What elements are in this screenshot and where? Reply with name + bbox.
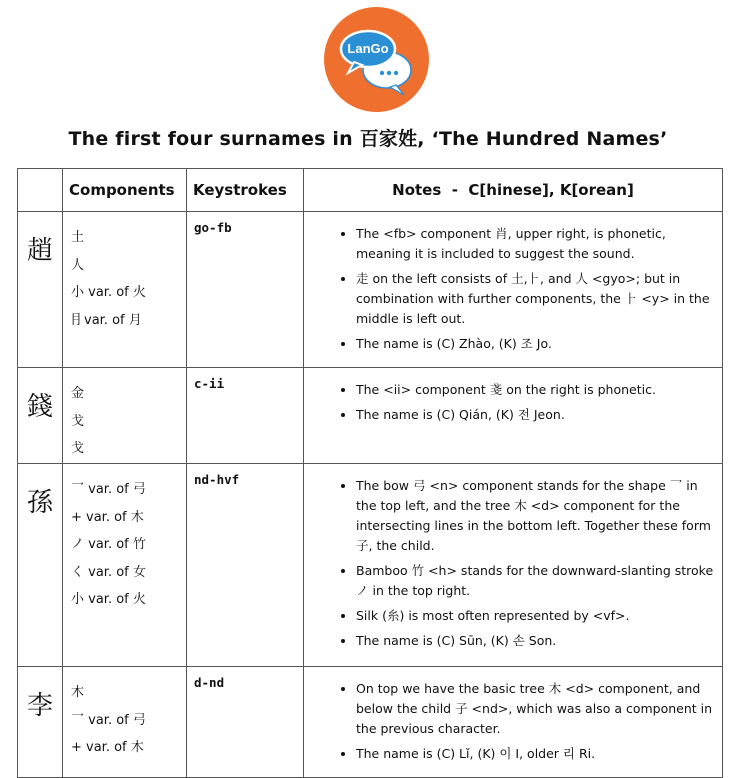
table-row xyxy=(18,368,723,464)
table-row xyxy=(18,212,723,368)
speech-bubbles-icon xyxy=(324,7,429,112)
header-char xyxy=(18,169,63,212)
note-item: • 走 on the left consists of 土,⺊, and 人 <gyo>; but in combination with further components, the ⺊ <y> in the middle is left out. xyxy=(356,269,716,329)
components-cell xyxy=(63,464,187,667)
table-row xyxy=(18,667,723,778)
component-item: ⺝var. of 月 xyxy=(71,312,142,328)
component-item: く var. of 女 xyxy=(71,564,146,580)
component-item: ノ var. of 竹 xyxy=(71,537,146,552)
note-item: • The name is (C) Qián, (K) 전 Jeon. xyxy=(356,405,716,425)
component-item: 戈 xyxy=(71,441,85,456)
components-cell xyxy=(63,212,187,368)
header-row xyxy=(18,169,723,212)
keystrokes-cell: nd-hvf xyxy=(187,464,304,667)
note-item: • Bamboo 竹 <h> stands for the downward-slanting stroke ノ in the top right. xyxy=(356,561,716,601)
keystrokes-cell: d-nd xyxy=(187,667,304,778)
header-keystrokes: Keystrokes xyxy=(187,169,304,212)
note-item: • The bow 弓 <n> component stands for the shape 乛 in the top left, and the tree 木 <d> component for the intersecting lines in the bottom left. Together these form 子, the child. xyxy=(356,476,716,556)
table-row xyxy=(18,464,723,667)
component-item: 人 xyxy=(71,257,85,273)
component-item: + var. of 木 xyxy=(71,740,144,755)
components-cell xyxy=(63,368,187,464)
components-cell xyxy=(63,667,187,778)
lango-logo xyxy=(324,7,429,112)
component-item: 戈 xyxy=(71,413,85,429)
note-item: • The name is (C) Sūn, (K) 손 Son. xyxy=(356,631,716,651)
keystrokes-cell: go-fb xyxy=(187,212,304,368)
note-item: • The name is (C) Zhào, (K) 조 Jo. xyxy=(356,334,716,354)
keystrokes-cell: c-ii xyxy=(187,368,304,464)
header-components: Components xyxy=(63,169,187,212)
header-notes: Notes - C[hinese], K[orean] xyxy=(304,169,723,212)
component-item: 木 xyxy=(71,685,85,700)
logo-text: LanGo xyxy=(347,41,389,56)
notes-cell xyxy=(304,368,723,464)
component-item: 土 xyxy=(71,230,85,245)
note-item: • The <fb> component 肖, upper right, is phonetic, meaning it is included to suggest the sound. xyxy=(356,224,716,264)
page-title: The first four surnames in 百家姓, ‘The Hundred Names’ xyxy=(68,128,668,150)
surname-char: 孫 xyxy=(18,464,63,667)
note-item: • The name is (C) Lǐ, (K) 이 I, older 리 Ri. xyxy=(356,744,716,764)
note-item: • Silk (糸) is most often represented by <vf>. xyxy=(356,606,716,626)
component-item: 小 var. of 火 xyxy=(71,592,146,607)
surnames-table xyxy=(17,168,723,778)
notes-cell xyxy=(304,464,723,667)
notes-cell xyxy=(304,212,723,368)
component-item: + var. of 木 xyxy=(71,509,144,525)
component-item: 乛 var. of 弓 xyxy=(71,482,146,497)
note-item: • On top we have the basic tree 木 <d> component, and below the child 子 <nd>, which was also a component in the previous character. xyxy=(356,679,716,739)
component-item: 金 xyxy=(71,386,85,401)
surname-char: 李 xyxy=(18,667,63,778)
component-item: 乛 var. of 弓 xyxy=(71,712,146,728)
surname-char: 錢 xyxy=(18,368,63,464)
note-item: • The <ii> component 戔 on the right is phonetic. xyxy=(356,380,716,400)
surname-char: 趙 xyxy=(18,212,63,368)
notes-cell xyxy=(304,667,723,778)
component-item: 小 var. of 火 xyxy=(71,285,146,300)
